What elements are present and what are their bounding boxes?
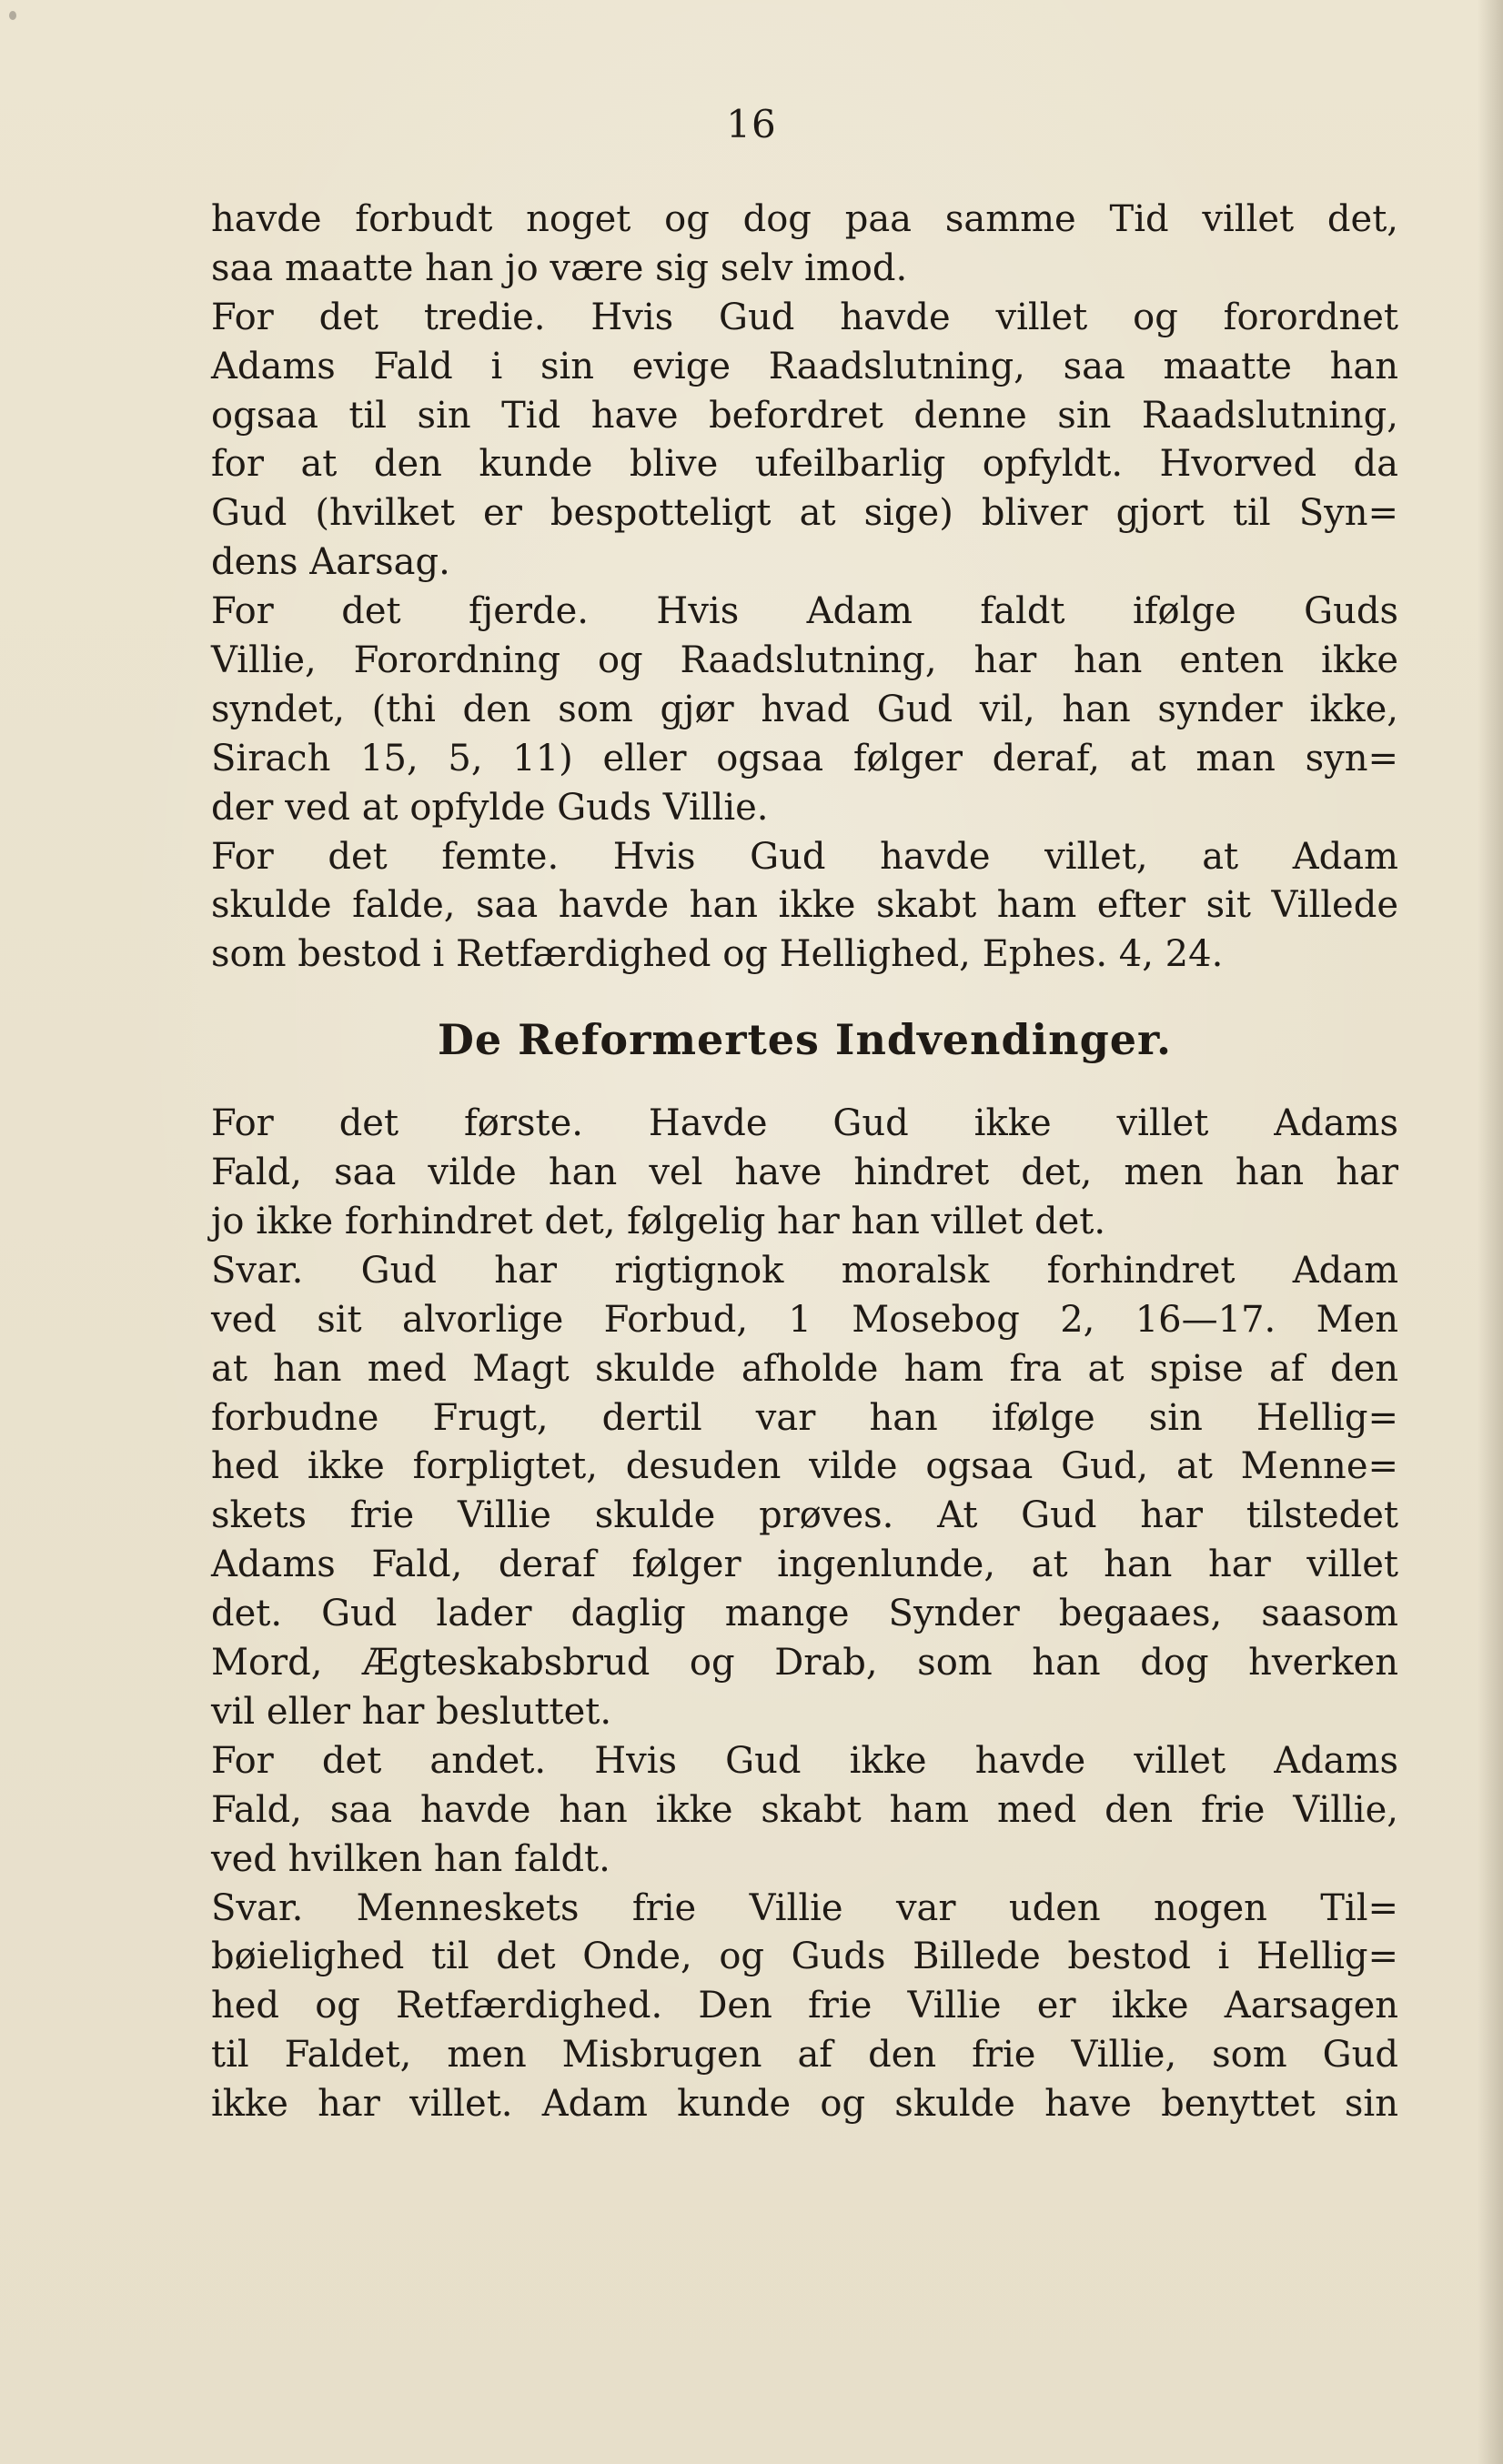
text-line: ikke har villet. Adam kunde og skulde have benyttet sin [211,2083,1398,2126]
text-line: Svar. Menneskets frie Villie var uden nogen Til= [211,1886,1398,1929]
text-line: Fald, saa havde han ikke skabt ham med den frie Villie, [211,1788,1398,1831]
text-line: Adams Fald, deraf følger ingenlunde, at han har villet [211,1544,1398,1586]
text-line: For det tredie. Hvis Gud havde villet og forordnet [211,296,1398,338]
text-line: Villie, Forordning og Raadslutning, har han enten ikke [211,639,1398,682]
text-line: til Faldet, men Misbrugen af den frie Villie, som Gud [211,2034,1398,2077]
text-line: syndet, (thi den som gjør hvad Gud vil, han synder ikke, [211,688,1398,730]
text-line: For det fjerde. Hvis Adam faldt ifølge Guds [211,590,1398,633]
text-line: Svar. Gud har rigtignok moralsk forhindret Adam [211,1249,1398,1292]
text-line: Mord, Ægteskabsbrud og Drab, som han dog hverken [211,1642,1398,1685]
text-line: skets frie Villie skulde prøves. At Gud har tilstedet [211,1494,1398,1537]
text-line: skulde falde, saa havde han ikke skabt ham efter sit Villede [211,884,1398,927]
text-line: som bestod i Retfærdighed og Hellighed, Ephes. 4, 24. [211,933,1224,976]
text-line: For det første. Havde Gud ikke villet Adams [211,1102,1398,1145]
text-line: det. Gud lader daglig mange Synder begaaes, saasom [211,1593,1398,1635]
body-text [211,196,1398,2129]
text-line: ved sit alvorlige Forbud, 1 Mosebog 2, 16—17. Men [211,1298,1398,1341]
text-line: Gud (hvilket er bespotteligt at sige) bliver gjort til Syn= [211,492,1398,535]
page-number: 16 [726,102,777,146]
text-line: hed og Retfærdighed. Den frie Villie er ikke Aarsagen [211,1985,1398,2027]
text-line: Adams Fald i sin evige Raadslutning, saa maatte han [211,345,1398,387]
text-line: havde forbudt noget og dog paa samme Tid villet det, [211,198,1398,240]
text-line: For det andet. Hvis Gud ikke havde villet Adams [211,1739,1398,1782]
text-line: Fald, saa vilde han vel have hindret det, men han har [211,1152,1398,1194]
paper-speck [9,11,16,20]
text-line: ogsaa til sin Tid have befordret denne sin Raadslutning, [211,394,1398,437]
text-line: der ved at opfylde Guds Villie. [211,786,769,829]
text-line: hed ikke forpligtet, desuden vilde ogsaa Gud, at Menne= [211,1445,1398,1488]
text-line: for at den kunde blive ufeilbarlig opfyldt. Hvorved da [211,443,1398,486]
text-line: vil eller har besluttet. [211,1690,612,1733]
text-line: ved hvilken han faldt. [211,1837,610,1880]
bottom-section [211,1100,1398,2129]
text-line: dens Aarsag. [211,541,450,584]
section-heading: De Reformertes Indvendinger. [437,1015,1173,1065]
top-section [211,196,1398,980]
text-line: at han med Magt skulde afholde ham fra at spise af den [211,1347,1398,1390]
page-edge-shadow [1478,0,1503,2464]
text-line: saa maatte han jo være sig selv imod. [211,246,908,289]
text-line: bøielighed til det Onde, og Guds Billede bestod i Hellig= [211,1936,1398,1978]
text-line: forbudne Frugt, dertil var han ifølge sin Hellig= [211,1396,1398,1439]
text-line: For det femte. Hvis Gud havde villet, at Adam [211,835,1398,878]
text-line: jo ikke forhindret det, følgelig har han villet det. [211,1201,1106,1243]
text-line: Sirach 15, 5, 11) eller ogsaa følger deraf, at man syn= [211,737,1398,779]
